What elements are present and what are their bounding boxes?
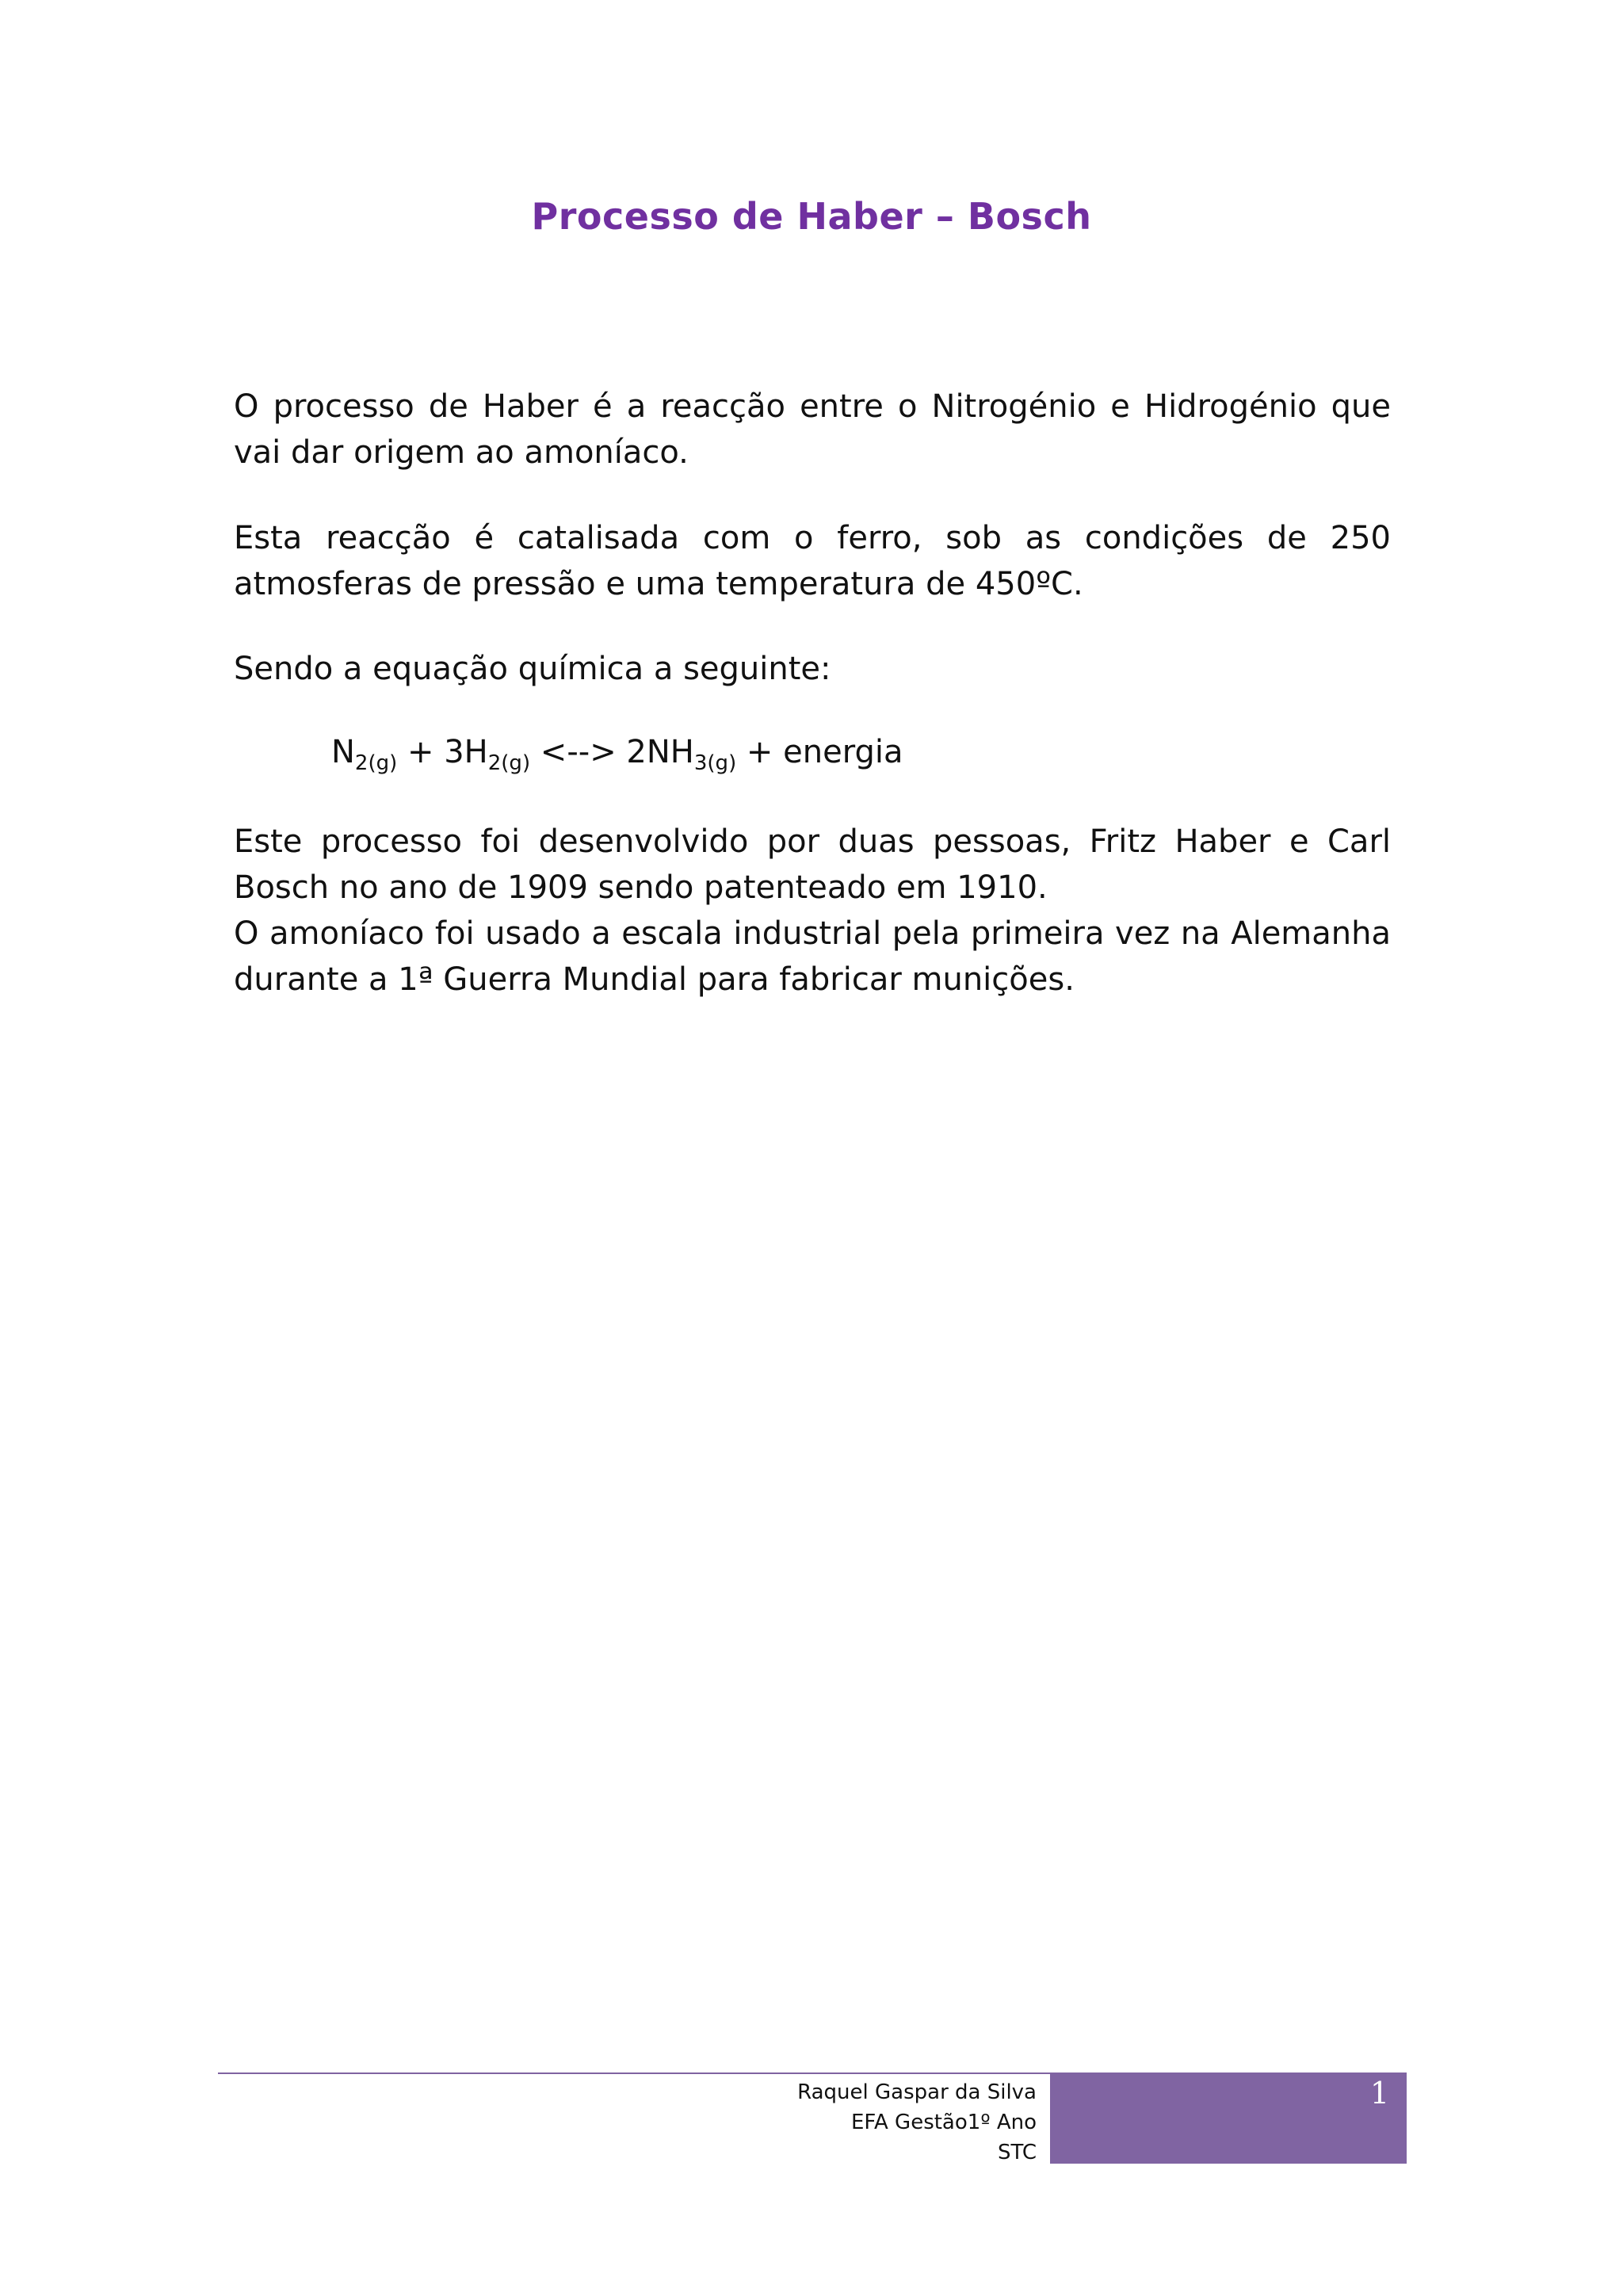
- document-title: Processo de Haber – Bosch: [531, 195, 1092, 238]
- equation-energy: + energia: [736, 734, 903, 770]
- paragraph-history: [234, 819, 1391, 1003]
- equation-nitrogen: N: [331, 734, 355, 770]
- chemical-equation: [331, 729, 903, 775]
- footer-course: EFA Gestão1º Ano: [851, 2111, 1037, 2134]
- paragraph-history-inventors: Este processo foi desenvolvido por duas pessoas, Fritz Haber e Carl Bosch no ano de 1909 sendo patenteado em 1910.: [234, 823, 1391, 906]
- paragraph-equation-intro: Sendo a equação química a seguinte:: [234, 651, 831, 687]
- equation-hydrogen: + 3H: [397, 734, 488, 770]
- equation-ammonia-state: 3(g): [693, 751, 737, 775]
- equation-nitrogen-state: 2(g): [354, 751, 398, 775]
- equation-arrow-ammonia: <--> 2NH: [530, 734, 694, 770]
- footer-module: STC: [997, 2141, 1037, 2164]
- footer-page-box: [1050, 2073, 1407, 2164]
- footer-author: Raquel Gaspar da Silva: [797, 2080, 1037, 2104]
- equation-hydrogen-state: 2(g): [487, 751, 531, 775]
- footer-info: [797, 2077, 1037, 2168]
- paragraph-conditions: Esta reacção é catalisada com o ferro, sob as condições de 250 atmosferas de pressão e uma temperatura de 450ºC.: [234, 520, 1391, 602]
- paragraph-history-industrial: O amoníaco foi usado a escala industrial pela primeira vez na Alemanha durante a 1ª Guerra Mundial para fabricar munições.: [234, 915, 1391, 998]
- page-number: 1: [1369, 2076, 1389, 2111]
- paragraph-intro: O processo de Haber é a reacção entre o Nitrogénio e Hidrogénio que vai dar origem ao amoníaco.: [234, 388, 1391, 471]
